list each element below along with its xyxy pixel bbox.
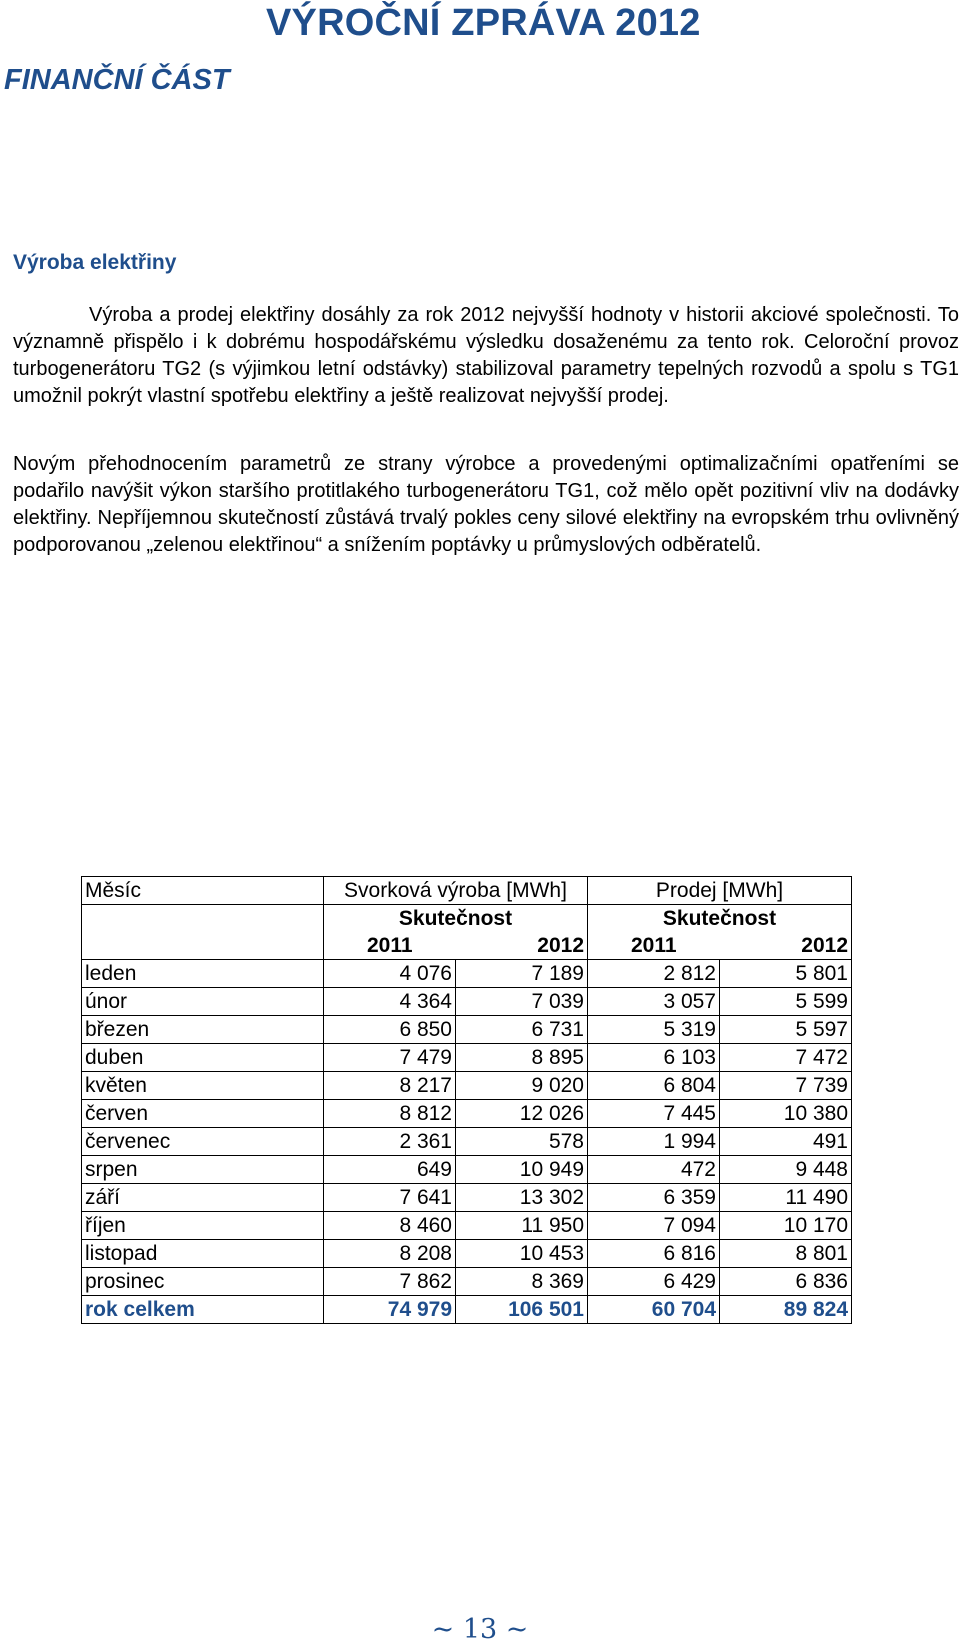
production-2012-cell: 6 731 <box>456 1016 588 1044</box>
sales-2012-cell: 7 472 <box>720 1044 852 1072</box>
production-2012-cell: 8 895 <box>456 1044 588 1072</box>
sales-2012-cell: 491 <box>720 1128 852 1156</box>
total-production-2012: 106 501 <box>456 1296 588 1324</box>
sales-2011-cell: 5 319 <box>588 1016 720 1044</box>
table-row <box>82 1100 852 1128</box>
section-heading: Výroba elektřiny <box>13 251 177 274</box>
sales-2012-cell: 5 599 <box>720 988 852 1016</box>
production-2011-cell: 8 460 <box>324 1212 456 1240</box>
month-cell: červen <box>82 1100 324 1128</box>
header-sales: Prodej [MWh] <box>588 877 852 905</box>
sales-2012-cell: 9 448 <box>720 1156 852 1184</box>
sales-2012-cell: 10 170 <box>720 1212 852 1240</box>
sales-2011-cell: 6 429 <box>588 1268 720 1296</box>
production-2012-cell: 7 039 <box>456 988 588 1016</box>
report-title: VÝROČNÍ ZPRÁVA 2012 <box>266 2 701 44</box>
month-cell: březen <box>82 1016 324 1044</box>
subheader-actual-production: Skutečnost <box>324 905 588 933</box>
sales-2012-cell: 8 801 <box>720 1240 852 1268</box>
production-2011-cell: 649 <box>324 1156 456 1184</box>
production-2011-cell: 4 076 <box>324 960 456 988</box>
sales-2011-cell: 2 812 <box>588 960 720 988</box>
production-2012-cell: 578 <box>456 1128 588 1156</box>
sales-2012-cell: 11 490 <box>720 1184 852 1212</box>
table-row <box>82 1128 852 1156</box>
sales-2011-cell: 7 094 <box>588 1212 720 1240</box>
production-2011-cell: 7 862 <box>324 1268 456 1296</box>
table-row <box>82 988 852 1016</box>
production-2012-cell: 11 950 <box>456 1212 588 1240</box>
table-row <box>82 1268 852 1296</box>
table-row <box>82 1044 852 1072</box>
header-production: Svorková výroba [MWh] <box>324 877 588 905</box>
production-2011-cell: 7 479 <box>324 1044 456 1072</box>
sales-2012-cell: 6 836 <box>720 1268 852 1296</box>
sales-2012-cell: 7 739 <box>720 1072 852 1100</box>
year-2011-sales: 2011 <box>588 932 720 960</box>
year-2012-production: 2012 <box>456 932 588 960</box>
sales-2011-cell: 6 816 <box>588 1240 720 1268</box>
production-2011-cell: 2 361 <box>324 1128 456 1156</box>
production-2011-cell: 7 641 <box>324 1184 456 1212</box>
paragraph-1: Výroba a prodej elektřiny dosáhly za rok 2012 nejvyšší hodnoty v historii akciové společnosti. To významně přispělo i k dobrému hospodářskému výsledku dosaženému za tento rok. Celoroční provoz turbogenerátoru TG2 (s výjimkou letní odstávky) stabilizoval parametry tepelných rozvodů a spolu s TG1 umožnil pokrýt vlastní spotřebu elektřiny a ještě realizovat nejvyšší prodej. <box>13 304 959 407</box>
header-blank <box>82 905 324 960</box>
total-label: rok celkem <box>82 1296 324 1324</box>
sales-2011-cell: 6 359 <box>588 1184 720 1212</box>
sales-2012-cell: 10 380 <box>720 1100 852 1128</box>
year-2012-sales: 2012 <box>720 932 852 960</box>
sales-2011-cell: 6 804 <box>588 1072 720 1100</box>
table-total-row <box>82 1296 852 1324</box>
sales-2011-cell: 1 994 <box>588 1128 720 1156</box>
section-title: FINANČNÍ ČÁST <box>4 64 230 96</box>
month-cell: srpen <box>82 1156 324 1184</box>
month-cell: únor <box>82 988 324 1016</box>
table-row <box>82 1156 852 1184</box>
total-production-2011: 74 979 <box>324 1296 456 1324</box>
sales-2011-cell: 7 445 <box>588 1100 720 1128</box>
production-2011-cell: 8 812 <box>324 1100 456 1128</box>
subheader-actual-sales: Skutečnost <box>588 905 852 933</box>
sales-2012-cell: 5 801 <box>720 960 852 988</box>
production-2012-cell: 13 302 <box>456 1184 588 1212</box>
total-sales-2011: 60 704 <box>588 1296 720 1324</box>
month-cell: září <box>82 1184 324 1212</box>
month-cell: květen <box>82 1072 324 1100</box>
month-cell: prosinec <box>82 1268 324 1296</box>
month-cell: červenec <box>82 1128 324 1156</box>
production-2011-cell: 8 217 <box>324 1072 456 1100</box>
month-cell: duben <box>82 1044 324 1072</box>
month-cell: leden <box>82 960 324 988</box>
production-2012-cell: 7 189 <box>456 960 588 988</box>
sales-2011-cell: 3 057 <box>588 988 720 1016</box>
production-2012-cell: 9 020 <box>456 1072 588 1100</box>
production-2012-cell: 12 026 <box>456 1100 588 1128</box>
production-2012-cell: 8 369 <box>456 1268 588 1296</box>
table-row <box>82 960 852 988</box>
production-2012-cell: 10 453 <box>456 1240 588 1268</box>
table-row <box>82 1016 852 1044</box>
table-row <box>82 1184 852 1212</box>
production-2011-cell: 4 364 <box>324 988 456 1016</box>
table-header-row <box>82 877 852 905</box>
table-body <box>82 960 852 1296</box>
production-2011-cell: 6 850 <box>324 1016 456 1044</box>
total-sales-2012: 89 824 <box>720 1296 852 1324</box>
production-2012-cell: 10 949 <box>456 1156 588 1184</box>
header-month: Měsíc <box>82 877 324 905</box>
month-cell: listopad <box>82 1240 324 1268</box>
table-row <box>82 1212 852 1240</box>
sales-2011-cell: 6 103 <box>588 1044 720 1072</box>
month-cell: říjen <box>82 1212 324 1240</box>
page-number: ~ 13 ~ <box>431 1614 529 1645</box>
table-row <box>82 1240 852 1268</box>
sales-2011-cell: 472 <box>588 1156 720 1184</box>
paragraph-2: Novým přehodnocením parametrů ze strany výrobce a provedenými optimalizačními opatřeními se podařilo navýšit výkon staršího protitlakého turbogenerátoru TG1, což mělo opět pozitivní vliv na dodávky elektřiny. Nepříjemnou skutečností zůstává trvalý pokles ceny silové elektřiny na evropském trhu ovlivněný podporovanou „zelenou elektřinou“ a snížením poptávky u průmyslových odběratelů. <box>13 453 959 556</box>
electricity-table <box>81 876 852 1324</box>
table-row <box>82 1072 852 1100</box>
sales-2012-cell: 5 597 <box>720 1016 852 1044</box>
year-2011-production: 2011 <box>324 932 456 960</box>
table-subheader-row <box>82 905 852 933</box>
production-2011-cell: 8 208 <box>324 1240 456 1268</box>
